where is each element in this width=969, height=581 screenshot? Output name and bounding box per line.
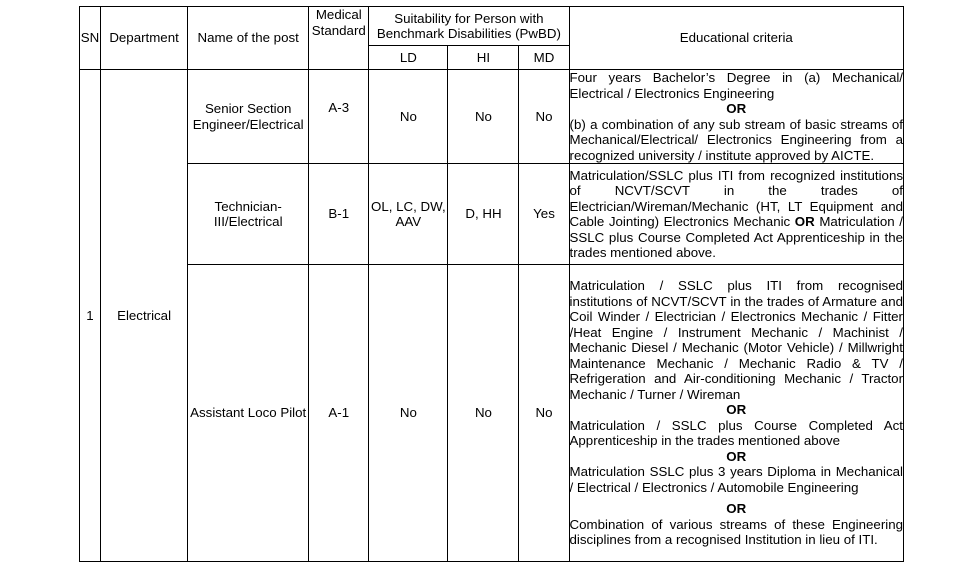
edu-or-inline: OR [794,214,815,229]
header-medical-standard: Medical Standard [309,7,369,70]
hi-cell: No [448,265,519,562]
header-sn: SN [80,7,101,70]
edu-text: Matriculation / SSLC plus Course Completed Act Apprenticeship in the trades mentioned above. [569,214,903,260]
edu-or-separator: OR [726,402,747,418]
header-hi: HI [448,46,519,70]
edu-paragraph: Four years Bachelor’s Degree in (a) Mechanical/ Electrical / Electronics Engineering [569,70,903,101]
medical-standard-cell: B-1 [309,164,369,265]
edu-paragraph: (b) a combination of any sub stream of basic streams of Mechanical/Electrical/ Electronics Engineering from a recognized university / institute approved by AICTE. [569,116,903,163]
educational-criteria-cell [569,265,903,562]
table-row [80,164,904,265]
md-cell: No [519,265,569,562]
header-educational-criteria: Educational criteria [569,7,903,70]
header-ld: LD [369,46,448,70]
medical-standard-cell: A-3 [309,70,369,164]
header-md: MD [519,46,569,70]
header-post: Name of the post [188,7,309,70]
header-pwbd: Suitability for Person with Benchmark Disabilities (PwBD) [369,7,569,46]
ld-cell: OL, LC, DW, AAV [369,164,448,265]
post-cell: Senior Section Engineer/Electrical [188,70,309,164]
header-department: Department [101,7,188,70]
edu-paragraph: Combination of various streams of these Engineering disciplines from a recognised Institution in lieu of ITI. [569,516,903,548]
medical-standard-cell: A-1 [309,265,369,562]
header-row-top [80,7,904,46]
ld-cell: No [369,70,448,164]
edu-text: Matriculation/SSLC plus ITI from recognized institutions of NCVT/SCVT in the trades of Electrician/Wireman/Mechanic (HT, LT Equipment and Cable Jointing) Electronics Mechanic [569,167,903,229]
post-cell: Technician-III/Electrical [188,164,309,265]
md-cell: No [519,70,569,164]
sn-cell: 1 [80,70,101,562]
edu-paragraph: Matriculation / SSLC plus ITI from recognised institutions of NCVT/SCVT in the trades of Armature and Coil Winder / Electrician / Electronics Mechanic / Fitter /Heat Engine / Instrument Mechanic / Machinist / Mechanic Diesel / Mechanic (Motor Vehicle) / Millwright Maintenance Mechanic / Mechanic Radio & TV / Refrigeration and Air-conditioning Mechanic / Tractor Mechanic / Turner / Wireman [569,278,903,402]
edu-paragraph: Matriculation / SSLC plus Course Completed Act Apprenticeship in the trades mentioned above [569,417,903,449]
hi-cell: No [448,70,519,164]
edu-paragraph: Matriculation SSLC plus 3 years Diploma in Mechanical / Electrical / Electronics / Automobile Engineering [569,464,903,495]
edu-paragraph [570,168,903,261]
ld-cell: No [369,265,448,562]
edu-or-separator: OR [726,101,747,116]
table-row [80,70,904,164]
post-cell: Assistant Loco Pilot [188,265,309,562]
hi-cell: D, HH [448,164,519,265]
educational-criteria-cell [569,70,903,164]
educational-criteria-cell [569,164,903,265]
department-cell: Electrical [101,70,188,562]
edu-or-separator: OR [726,448,747,464]
table-row [80,265,904,562]
edu-or-separator: OR [726,501,747,517]
md-cell: Yes [519,164,569,265]
recruitment-table [79,6,904,562]
